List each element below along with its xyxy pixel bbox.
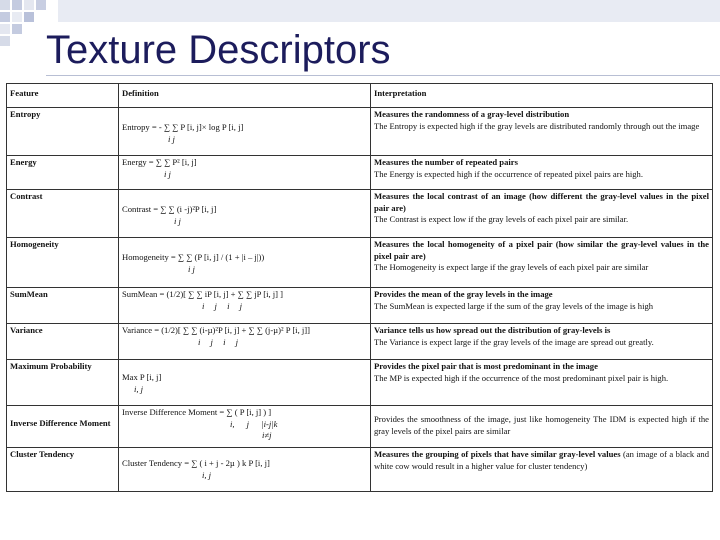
interpretation-detail: The SumMean is expected large if the sum of the gray levels of the image is high — [374, 300, 654, 311]
table-row — [7, 190, 713, 238]
table-row — [7, 288, 713, 324]
table-header-row — [7, 84, 713, 108]
definition-formula: SumMean = (1/2)[ ∑ ∑ iP [i, j] + ∑ ∑ jP [i, j] ] — [122, 289, 284, 299]
definition-cell — [119, 190, 371, 238]
title-divider — [46, 75, 720, 76]
interpretation-detail: (an image of a black and white cow would result in a higher value for cluster tendency) — [374, 449, 709, 471]
texture-descriptor-table — [6, 83, 713, 492]
feature-cell: Maximum Probability — [7, 360, 119, 406]
interpretation-detail: The MP is expected high if the occurrence of the most predominant pixel pair is high. — [374, 372, 669, 383]
feature-cell: SumMean — [7, 288, 119, 324]
definition-cell — [119, 406, 371, 448]
interpretation-summary: Measures the number of repeated pairs — [374, 157, 518, 167]
table-row — [7, 406, 713, 448]
table-row — [7, 448, 713, 492]
interpretation-detail: The Homogeneity is expect large if the gray levels of each pixel pair are similar — [374, 262, 649, 272]
feature-cell — [7, 406, 119, 448]
definition-subscript: i, j |i-j|k — [230, 418, 278, 429]
interpretation-summary: Provides the pixel pair that is most predominant in the image — [374, 361, 598, 371]
definition-formula: Cluster Tendency = ∑ ( i + j - 2µ ) k P [i, j] — [122, 458, 270, 468]
page-title: Texture Descriptors — [46, 28, 391, 72]
definition-formula: Variance = (1/2)[ ∑ ∑ (i-µ)²P [i, j] + ∑ ∑ (j-µ)² P [i, j]] — [122, 325, 310, 335]
interpretation-summary: Provides the mean of the gray levels in the image — [374, 289, 553, 299]
interpretation-summary: Measures the local homogeneity of a pixel pair (how similar the gray-level values in the pixel pair are) — [374, 239, 709, 261]
interpretation-detail: The Energy is expected high if the occurrence of repeated pixel pairs are high. — [374, 168, 643, 179]
definition-cell — [119, 108, 371, 156]
interpretation-cell — [371, 360, 713, 406]
interpretation-cell — [371, 108, 713, 156]
definition-formula: Homogeneity = ∑ ∑ (P [i, j] / (1 + |i – j|)) — [122, 252, 265, 262]
interpretation-summary: Measures the grouping of pixels that have similar gray-level values — [374, 449, 621, 459]
header-definition: Definition — [119, 84, 371, 108]
definition-formula: Contrast = ∑ ∑ (i -j)²P [i, j] — [122, 204, 217, 214]
feature-cell: Cluster Tendency — [7, 448, 119, 492]
definition-cell — [119, 448, 371, 492]
feature-cell: Variance — [7, 324, 119, 360]
definition-cell — [119, 238, 371, 288]
table-row — [7, 238, 713, 288]
interpretation-cell — [371, 324, 713, 360]
definition-formula: Entropy = - ∑ ∑ P [i, j]× log P [i, j] — [122, 122, 244, 132]
feature-cell: Energy — [7, 156, 119, 190]
definition-cell — [119, 324, 371, 360]
definition-formula: Energy = ∑ ∑ P² [i, j] — [122, 157, 197, 167]
definition-cell — [119, 360, 371, 406]
interpretation-summary: Variance tells us how spread out the distribution of gray-levels is — [374, 325, 611, 335]
interpretation-detail: Provides the smoothness of the image, just like homogeneity The IDM is expected high if the gray levels of the pixel pairs are similar — [374, 414, 709, 436]
interpretation-detail: The Variance is expect large if the gray levels of the image are spread out greatly. — [374, 336, 654, 347]
interpretation-cell — [371, 238, 713, 288]
interpretation-cell — [371, 190, 713, 238]
definition-subscript: i j — [168, 133, 175, 144]
definition-subscript: i j i j — [202, 300, 242, 311]
definition-subscript: i j — [174, 215, 181, 226]
table-row — [7, 108, 713, 156]
definition-subscript: i, j — [134, 383, 144, 394]
table-row — [7, 360, 713, 406]
top-band — [58, 0, 720, 22]
definition-subscript: i j — [188, 263, 195, 274]
table-row — [7, 156, 713, 190]
definition-formula: Inverse Difference Moment = ∑ ( P [i, j] ) ] — [122, 407, 272, 417]
feature-label: Inverse Difference Moment — [10, 418, 111, 428]
header-feature: Feature — [7, 84, 119, 108]
interpretation-cell — [371, 448, 713, 492]
interpretation-cell — [371, 156, 713, 190]
definition-formula: Max P [i, j] — [122, 372, 162, 382]
definition-cell — [119, 156, 371, 190]
definition-subscript: i j — [164, 168, 171, 179]
definition-subscript: i j i j — [198, 336, 238, 347]
table-row — [7, 324, 713, 360]
definition-subscript: i, j — [202, 469, 212, 480]
interpretation-cell — [371, 288, 713, 324]
interpretation-detail: The Contrast is expect low if the gray levels of each pixel pair are similar. — [374, 214, 629, 224]
interpretation-summary: Measures the local contrast of an image (how different the gray-level values in the pixel pair are) — [374, 191, 709, 213]
feature-cell: Entropy — [7, 108, 119, 156]
feature-cell: Contrast — [7, 190, 119, 238]
feature-cell: Homogeneity — [7, 238, 119, 288]
definition-cell — [119, 288, 371, 324]
interpretation-cell — [371, 406, 713, 448]
header-interpretation: Interpretation — [371, 84, 713, 108]
interpretation-summary: Measures the randomness of a gray-level distribution — [374, 109, 570, 119]
interpretation-detail: The Entropy is expected high if the gray levels are distributed randomly through out the image — [374, 120, 700, 131]
definition-subscript-condition: i≠j — [262, 430, 272, 440]
